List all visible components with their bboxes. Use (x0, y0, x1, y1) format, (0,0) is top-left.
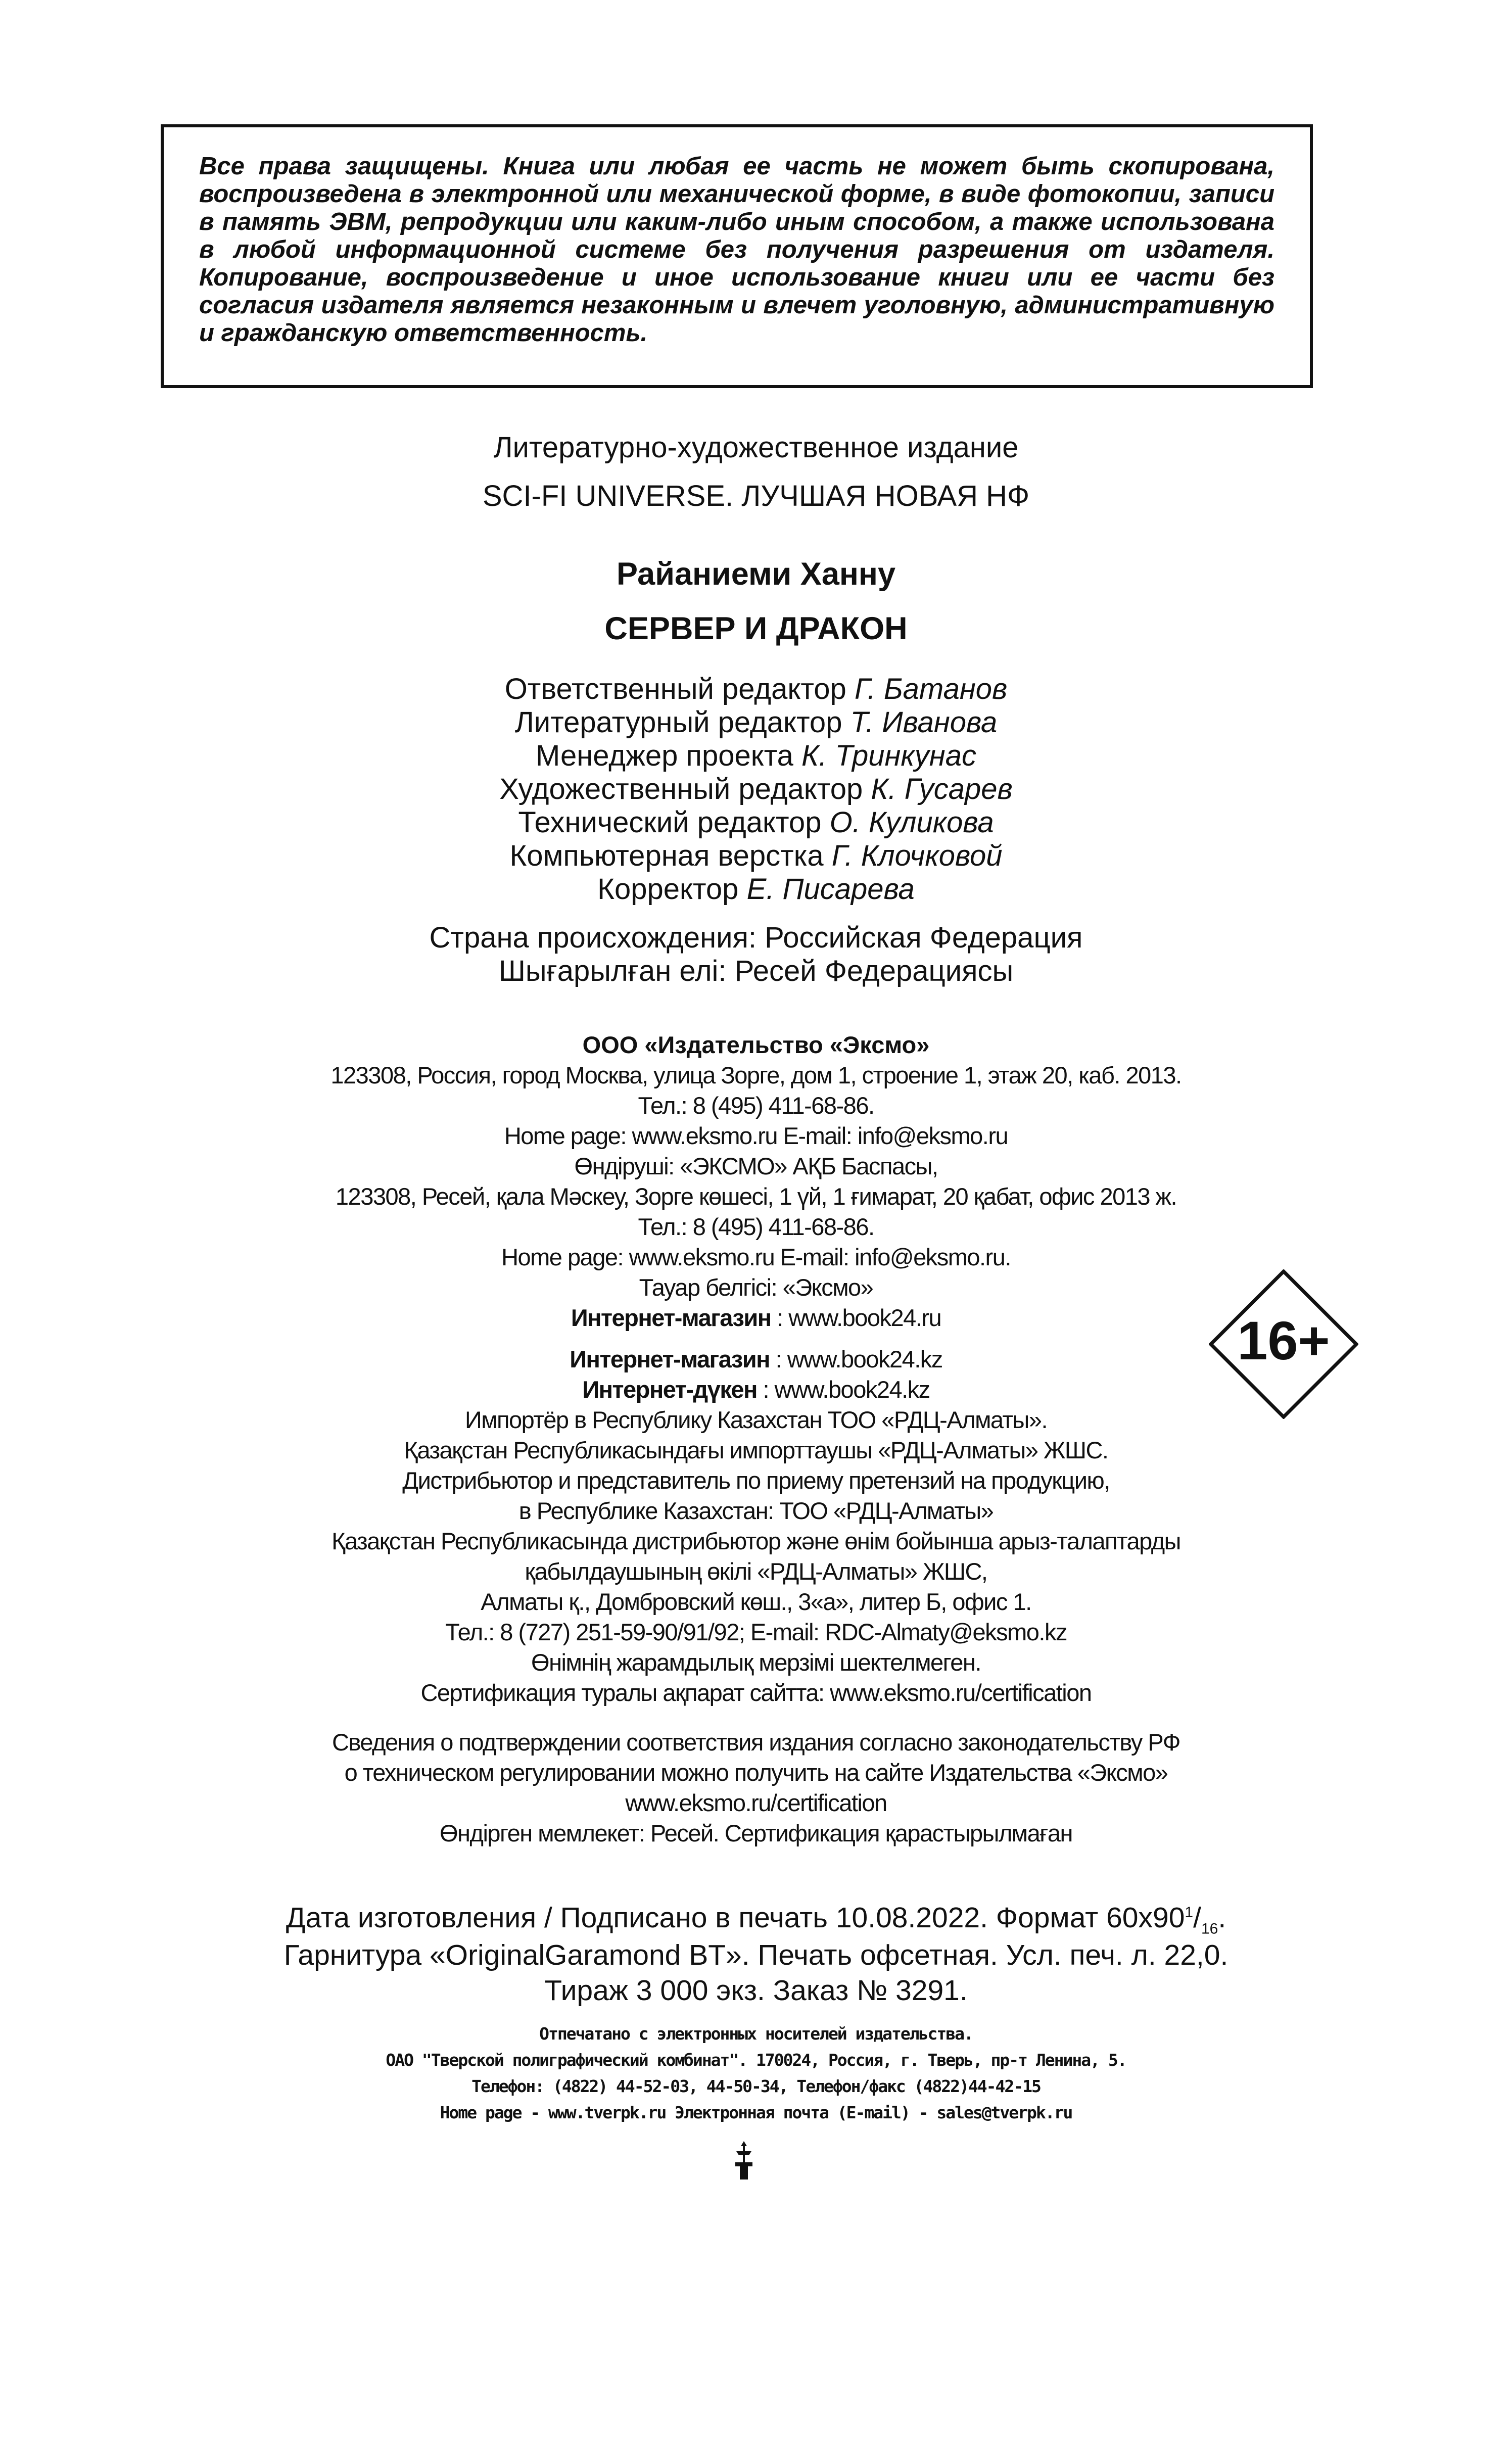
conformity-line: Өндірген мемлекет: Ресей. Сертификация қарастырылмаған (440, 1820, 1072, 1846)
age-rating-text: 16+ (1237, 1310, 1330, 1371)
conformity-line: о техническом регулировании можно получить на сайте Издательства «Эксмо» (344, 1759, 1168, 1786)
publisher-name: ООО «Издательство «Эксмо» (582, 1031, 930, 1058)
print-run: Тираж 3 000 экз. Заказ № 3291. (544, 1974, 968, 2007)
publisher-address: 123308, Россия, город Москва, улица Зорге, дом 1, строение 1, этаж 20, каб. 2013. (330, 1062, 1182, 1088)
certification-info: Сертификация туралы ақпарат сайтта: www.eksmo.ru/certification (420, 1679, 1092, 1706)
publisher-web-kz: Home page: www.eksmo.ru E-mail: info@eksmo.ru. (501, 1244, 1011, 1270)
print-typeface: Гарнитура «OriginalGaramond BT». Печать офсетная. Усл. печ. л. 22,0. (284, 1939, 1228, 1971)
series-name: SCI-FI UNIVERSE. ЛУЧШАЯ НОВАЯ НФ (482, 480, 1030, 512)
credit-line: Менеджер проекта К. Тринкунас (536, 739, 976, 772)
credit-line: Технический редактор О. Куликова (518, 806, 994, 839)
publisher-phone: Тел.: 8 (495) 411-68-86. (638, 1092, 874, 1119)
shelf-life: Өнімнің жарамдылық мерзімі шектелмеген. (531, 1649, 981, 1676)
origin-country-kz: Шығарылған елі: Ресей Федерациясы (498, 955, 1014, 987)
distributor-kz-line2: қабылдаушының өкілі «РДЦ-Алматы» ЖШС, (525, 1558, 987, 1585)
printing-house-line: Отпечатано с электронных носителей издательства. (539, 2024, 973, 2044)
trademark: Тауар белгісі: «Эксмо» (639, 1274, 873, 1301)
printing-house-line: Home page - www.tverpk.ru Электронная почта (E-mail) - sales@tverpk.ru (440, 2103, 1072, 2122)
printing-house-line: ОАО "Тверской полиграфический комбинат". 170024, Россия, г. Тверь, пр-т Ленина, 5. (386, 2050, 1126, 2070)
credit-line: Корректор Е. Писарева (597, 873, 915, 906)
print-date-format: Дата изготовления / Подписано в печать 10.08.2022. Формат $60x90^1/_{16}$. (286, 1902, 1226, 1937)
credit-line: Ответственный редактор Г. Батанов (504, 673, 1008, 705)
importer: Импортёр в Республику Казахстан ТОО «РДЦ-Алматы». (464, 1406, 1048, 1433)
importer-kz: Қазақстан Республикасындағы импорттаушы «РДЦ-Алматы» ЖШС. (404, 1437, 1108, 1463)
online-shop-kz-native: Интернет-дүкен : www.book24.kz (582, 1376, 930, 1403)
author-name: Райаниеми Ханну (616, 556, 896, 592)
origin-country-ru: Страна происхождения: Российская Федерация (429, 921, 1083, 954)
book-title: СЕРВЕР И ДРАКОН (604, 611, 908, 646)
credit-line: Художественный редактор К. Гусарев (499, 773, 1013, 805)
printing-house-logo-icon (731, 2140, 757, 2181)
printing-house-line: Телефон: (4822) 44-52-03, 44-50-34, Телефон/факс (4822)44-42-15 (471, 2076, 1041, 2096)
publisher-kz-phone: Тел.: 8 (495) 411-68-86. (638, 1213, 874, 1240)
age-rating-badge (1209, 1269, 1358, 1419)
copyright-notice-box (161, 124, 1313, 388)
almaty-address: Алматы қ., Домбровский көш., 3«а», литер Б, офис 1. (481, 1588, 1031, 1615)
credit-line: Компьютерная верстка Г. Клочковой (509, 839, 1003, 872)
publisher-kz-maker: Өндіруші: «ЭКСМО» АҚБ Баспасы, (574, 1153, 938, 1179)
conformity-line: Сведения о подтверждении соответствия издания согласно законодательству РФ (332, 1729, 1180, 1756)
conformity-line: www.eksmo.ru/certification (625, 1789, 887, 1816)
online-shop-kz: Интернет-магазин : www.book24.kz (570, 1346, 942, 1372)
edition-type: Литературно-художественное издание (493, 431, 1019, 464)
distributor: Дистрибьютор и представитель по приему претензий на продукцию, (402, 1467, 1110, 1494)
publisher-web: Home page: www.eksmo.ru E-mail: info@eksmo.ru (504, 1122, 1008, 1149)
online-shop-ru: Интернет-магазин : www.book24.ru (571, 1304, 941, 1331)
copyright-notice-text: Все права защищены. Книга или любая ее часть не может быть скопирована, воспроизведена в электронной или механической форме, в виде фотокопии, записи в память ЭВМ, репродукции или каким-либо иным способом, а также использована в любой информационной системе без получения разрешения от издателя. Копирование, воспроизведение и иное использование книги или ее части без согласия издателя является незаконным и влечет уголовную, административную и гражданскую ответственность. (199, 153, 1274, 347)
publisher-kz-address: 123308, Ресей, қала Мәскеу, Зорге көшесі, 1 үй, 1 ғимарат, 20 қабат, офис 2013 ж. (335, 1183, 1177, 1210)
credit-line: Литературный редактор Т. Иванова (514, 706, 998, 739)
distributor-line2: в Республике Казахстан: ТОО «РДЦ-Алматы» (518, 1497, 994, 1524)
almaty-phone: Тел.: 8 (727) 251-59-90/91/92; E-mail: RDC-Almaty@eksmo.kz (445, 1619, 1067, 1645)
distributor-kz: Қазақстан Республикасында дистрибьютор және өнім бойынша арыз-талаптарды (332, 1528, 1180, 1554)
